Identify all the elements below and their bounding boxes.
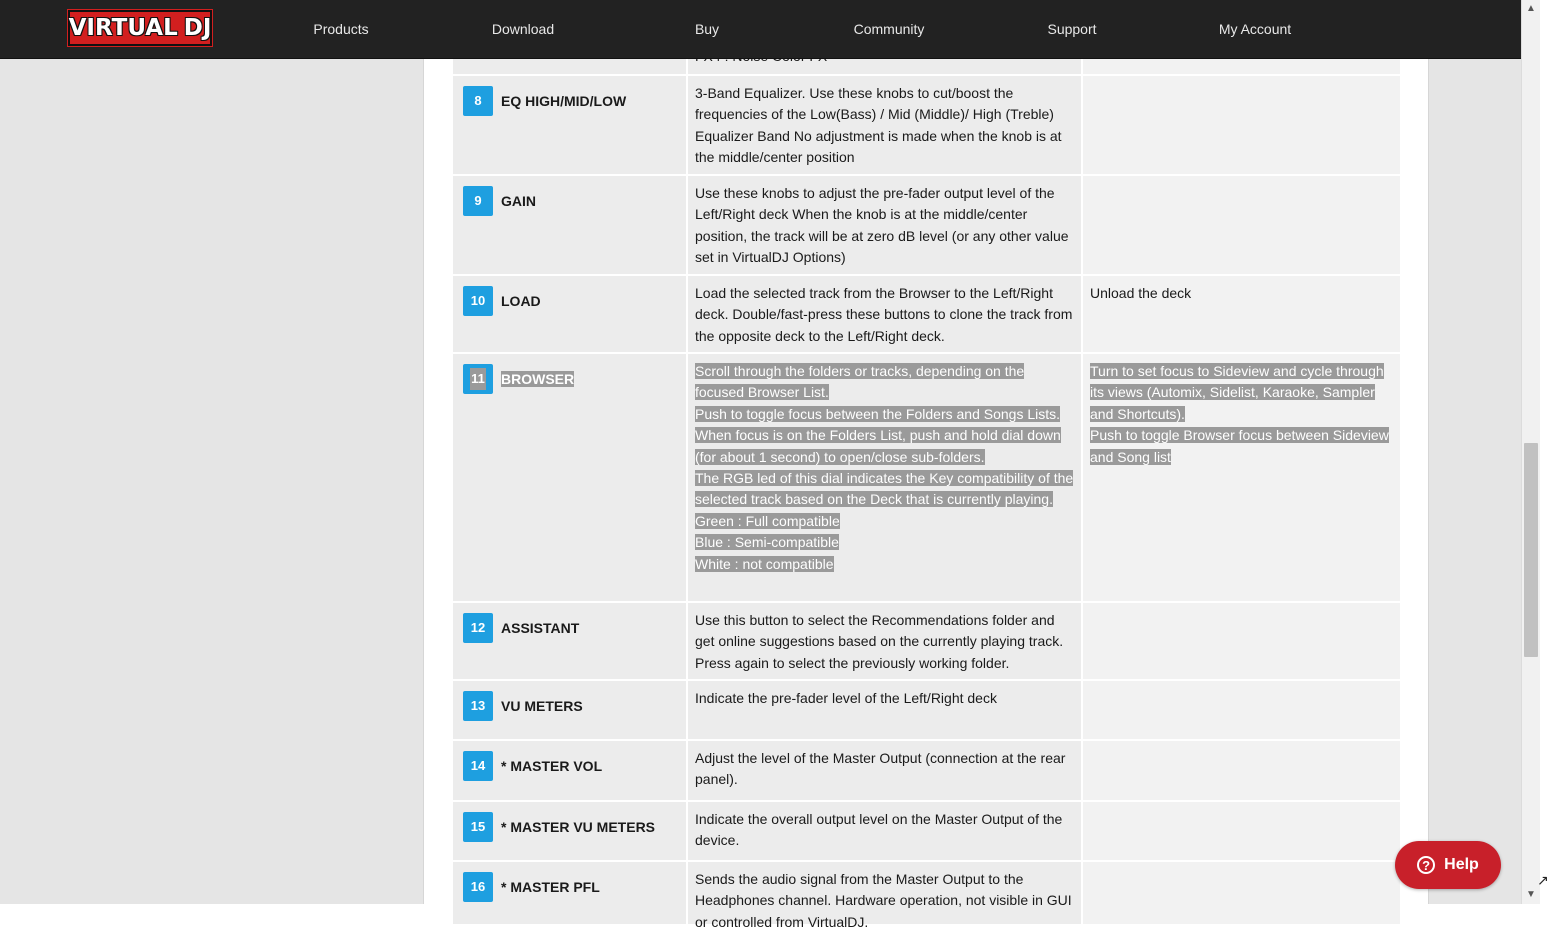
shift-text [1090, 425, 1394, 468]
item-number: 10 [470, 293, 486, 309]
description-text [695, 809, 1075, 852]
top-navigation-bar [0, 0, 1521, 59]
item-name-text: GAIN [501, 193, 536, 209]
row-shift-cell [1083, 862, 1400, 924]
row-name-cell [453, 276, 688, 352]
row-name-cell [453, 603, 688, 679]
row-name-cell [453, 802, 688, 860]
item-number-badge [463, 872, 493, 902]
shift-line: Turn to set focus to Sideview and cycle through its views (Automix, Sidelist, Karaoke, Sampler and Shortcuts). [1090, 363, 1384, 422]
controls-table [453, 31, 1400, 930]
row-shift-cell [1083, 76, 1400, 174]
description-line: Push to toggle focus between the Folders and Songs Lists. When focus is on the Folders List, push and hold dial down (for about 1 second) to open/close sub-folders. [695, 405, 1061, 465]
item-name [501, 872, 600, 902]
scrollbar-thumb[interactable] [1524, 443, 1538, 657]
row-name-cell [453, 681, 688, 739]
window-edge [1540, 0, 1552, 904]
table-row [453, 176, 1400, 276]
row-shift-cell [1083, 354, 1400, 601]
item-name [501, 751, 602, 781]
row-description-cell [688, 681, 1083, 739]
item-number-badge [463, 286, 493, 316]
logo-text-dj: DJ [183, 15, 212, 41]
item-name [501, 86, 626, 116]
vertical-scrollbar[interactable] [1521, 0, 1540, 904]
description-text [695, 283, 1075, 347]
description-text [695, 554, 1075, 575]
item-name-text: LOAD [501, 293, 541, 309]
item-name-text: * MASTER VOL [501, 758, 603, 774]
item-number: 8 [474, 93, 482, 109]
item-name [501, 364, 574, 394]
row-description-cell [688, 276, 1083, 352]
description-line: Blue : Semi-compatible [695, 534, 839, 551]
row-description-cell [688, 176, 1083, 274]
description-line: 3-Band Equalizer. Use these knobs to cut/boost the frequencies of the Low(Bass) / Mid (Middle)/ High (Treble) Equalizer Band No adjustment is made when the knob is at the middle/center position [695, 85, 1062, 166]
row-shift-cell [1083, 802, 1400, 860]
item-name-text: * MASTER PFL [501, 879, 600, 895]
row-shift-cell [1083, 176, 1400, 274]
description-text [695, 511, 1075, 532]
table-row [453, 76, 1400, 176]
item-name-text: BROWSER [501, 371, 575, 387]
shift-text [1090, 283, 1394, 304]
row-shift-cell [1083, 681, 1400, 739]
description-line: Indicate the pre-fader level of the Left/Right deck [695, 690, 997, 706]
item-name [501, 691, 583, 721]
item-number-badge [463, 86, 493, 116]
item-name [501, 286, 541, 316]
main-content [423, 58, 1429, 930]
table-row [453, 862, 1400, 930]
item-number: 16 [470, 879, 486, 895]
description-text [695, 532, 1075, 553]
row-shift-cell [1083, 741, 1400, 800]
description-text [695, 83, 1075, 169]
item-number-badge [463, 751, 493, 781]
item-name-text: ASSISTANT [501, 620, 580, 636]
description-line: Adjust the level of the Master Output (connection at the rear panel). [695, 750, 1066, 788]
item-name [501, 613, 579, 643]
logo-text-virtual: VIRTUAL [68, 15, 178, 41]
row-name-cell [453, 741, 688, 800]
row-description-cell [688, 862, 1083, 930]
description-line: Indicate the overall output level on the Master Output of the device. [695, 811, 1063, 849]
nav-buy[interactable]: Buy [694, 21, 720, 37]
question-circle-icon: ? [1417, 856, 1435, 874]
table-row [453, 681, 1400, 741]
item-number-badge [463, 186, 493, 216]
table-row [453, 741, 1400, 802]
description-text [695, 610, 1075, 674]
description-line: The RGB led of this dial indicates the Key compatibility of the selected track based on the Deck that is currently playing. [695, 470, 1074, 508]
help-button[interactable] [1395, 841, 1501, 889]
row-description-cell [688, 741, 1083, 800]
row-description-cell [688, 802, 1083, 860]
item-name [501, 812, 655, 842]
row-name-cell [453, 76, 688, 174]
table-row [453, 603, 1400, 681]
item-number: 12 [470, 620, 486, 636]
item-name-text: VU METERS [501, 698, 583, 714]
item-number: 15 [470, 819, 486, 835]
table-row [453, 276, 1400, 354]
shift-line: Push to toggle Browser focus between Sideview and Song list [1090, 427, 1389, 465]
description-line: Use these knobs to adjust the pre-fader output level of the Left/Right deck When the knob is at the middle/center position, the track will be at zero dB level (or any other value set in VirtualDJ Options) [695, 185, 1069, 266]
item-number-badge [463, 691, 493, 721]
item-number: 11 [470, 368, 486, 389]
nav-my-account[interactable]: My Account [1218, 21, 1292, 37]
scroll-up-arrow-icon[interactable]: ▲ [1526, 2, 1536, 14]
row-name-cell [453, 176, 688, 274]
row-description-cell [688, 354, 1083, 601]
table-row [453, 354, 1400, 603]
shift-text [1090, 361, 1394, 425]
description-text [695, 404, 1075, 468]
item-number-badge [463, 364, 493, 394]
description-line: Sends the audio signal from the Master Output to the Headphones channel. Hardware operation, not visible in GUI or controlled from VirtualDJ. [695, 871, 1072, 930]
item-name-text: * MASTER VU METERS [501, 819, 656, 835]
nav-support[interactable]: Support [1047, 21, 1097, 37]
description-text [695, 748, 1075, 791]
row-name-cell [453, 862, 688, 924]
table-row [453, 802, 1400, 862]
item-number: 13 [470, 698, 486, 714]
scroll-down-arrow-icon[interactable]: ▼ [1526, 888, 1536, 900]
help-button-label: Help [1444, 856, 1479, 873]
virtualdj-logo[interactable] [68, 10, 212, 46]
nav-download[interactable]: Download [491, 21, 555, 37]
description-line: Scroll through the folders or tracks, depending on the focused Browser List. [695, 363, 1025, 401]
description-line: Load the selected track from the Browser to the Left/Right deck. Double/fast-press these buttons to clone the track from the opposite deck to the Left/Right deck. [695, 285, 1073, 344]
resize-handle-icon[interactable]: ↗ [1537, 872, 1549, 888]
item-number-badge [463, 812, 493, 842]
row-description-cell [688, 603, 1083, 679]
item-number: 9 [474, 193, 482, 209]
description-text [695, 183, 1075, 269]
item-name [501, 186, 536, 216]
item-number-badge [463, 613, 493, 643]
nav-products[interactable]: Products [313, 21, 369, 37]
row-shift-cell [1083, 276, 1400, 352]
row-name-cell [453, 354, 688, 601]
description-text [695, 468, 1075, 511]
item-name-text: EQ HIGH/MID/LOW [501, 93, 627, 109]
description-text [695, 869, 1075, 933]
description-text [695, 361, 1075, 404]
item-number: 14 [470, 758, 486, 774]
description-text [695, 688, 1075, 709]
nav-community[interactable]: Community [853, 21, 925, 37]
row-shift-cell [1083, 603, 1400, 679]
shift-line: Unload the deck [1090, 285, 1192, 301]
description-line: White : not compatible [695, 555, 834, 572]
description-line: Green : Full compatible [695, 512, 840, 529]
row-description-cell [688, 76, 1083, 174]
description-line: Use this button to select the Recommendations folder and get online suggestions based on the currently playing track. Press again to select the previously working folder. [695, 612, 1064, 671]
